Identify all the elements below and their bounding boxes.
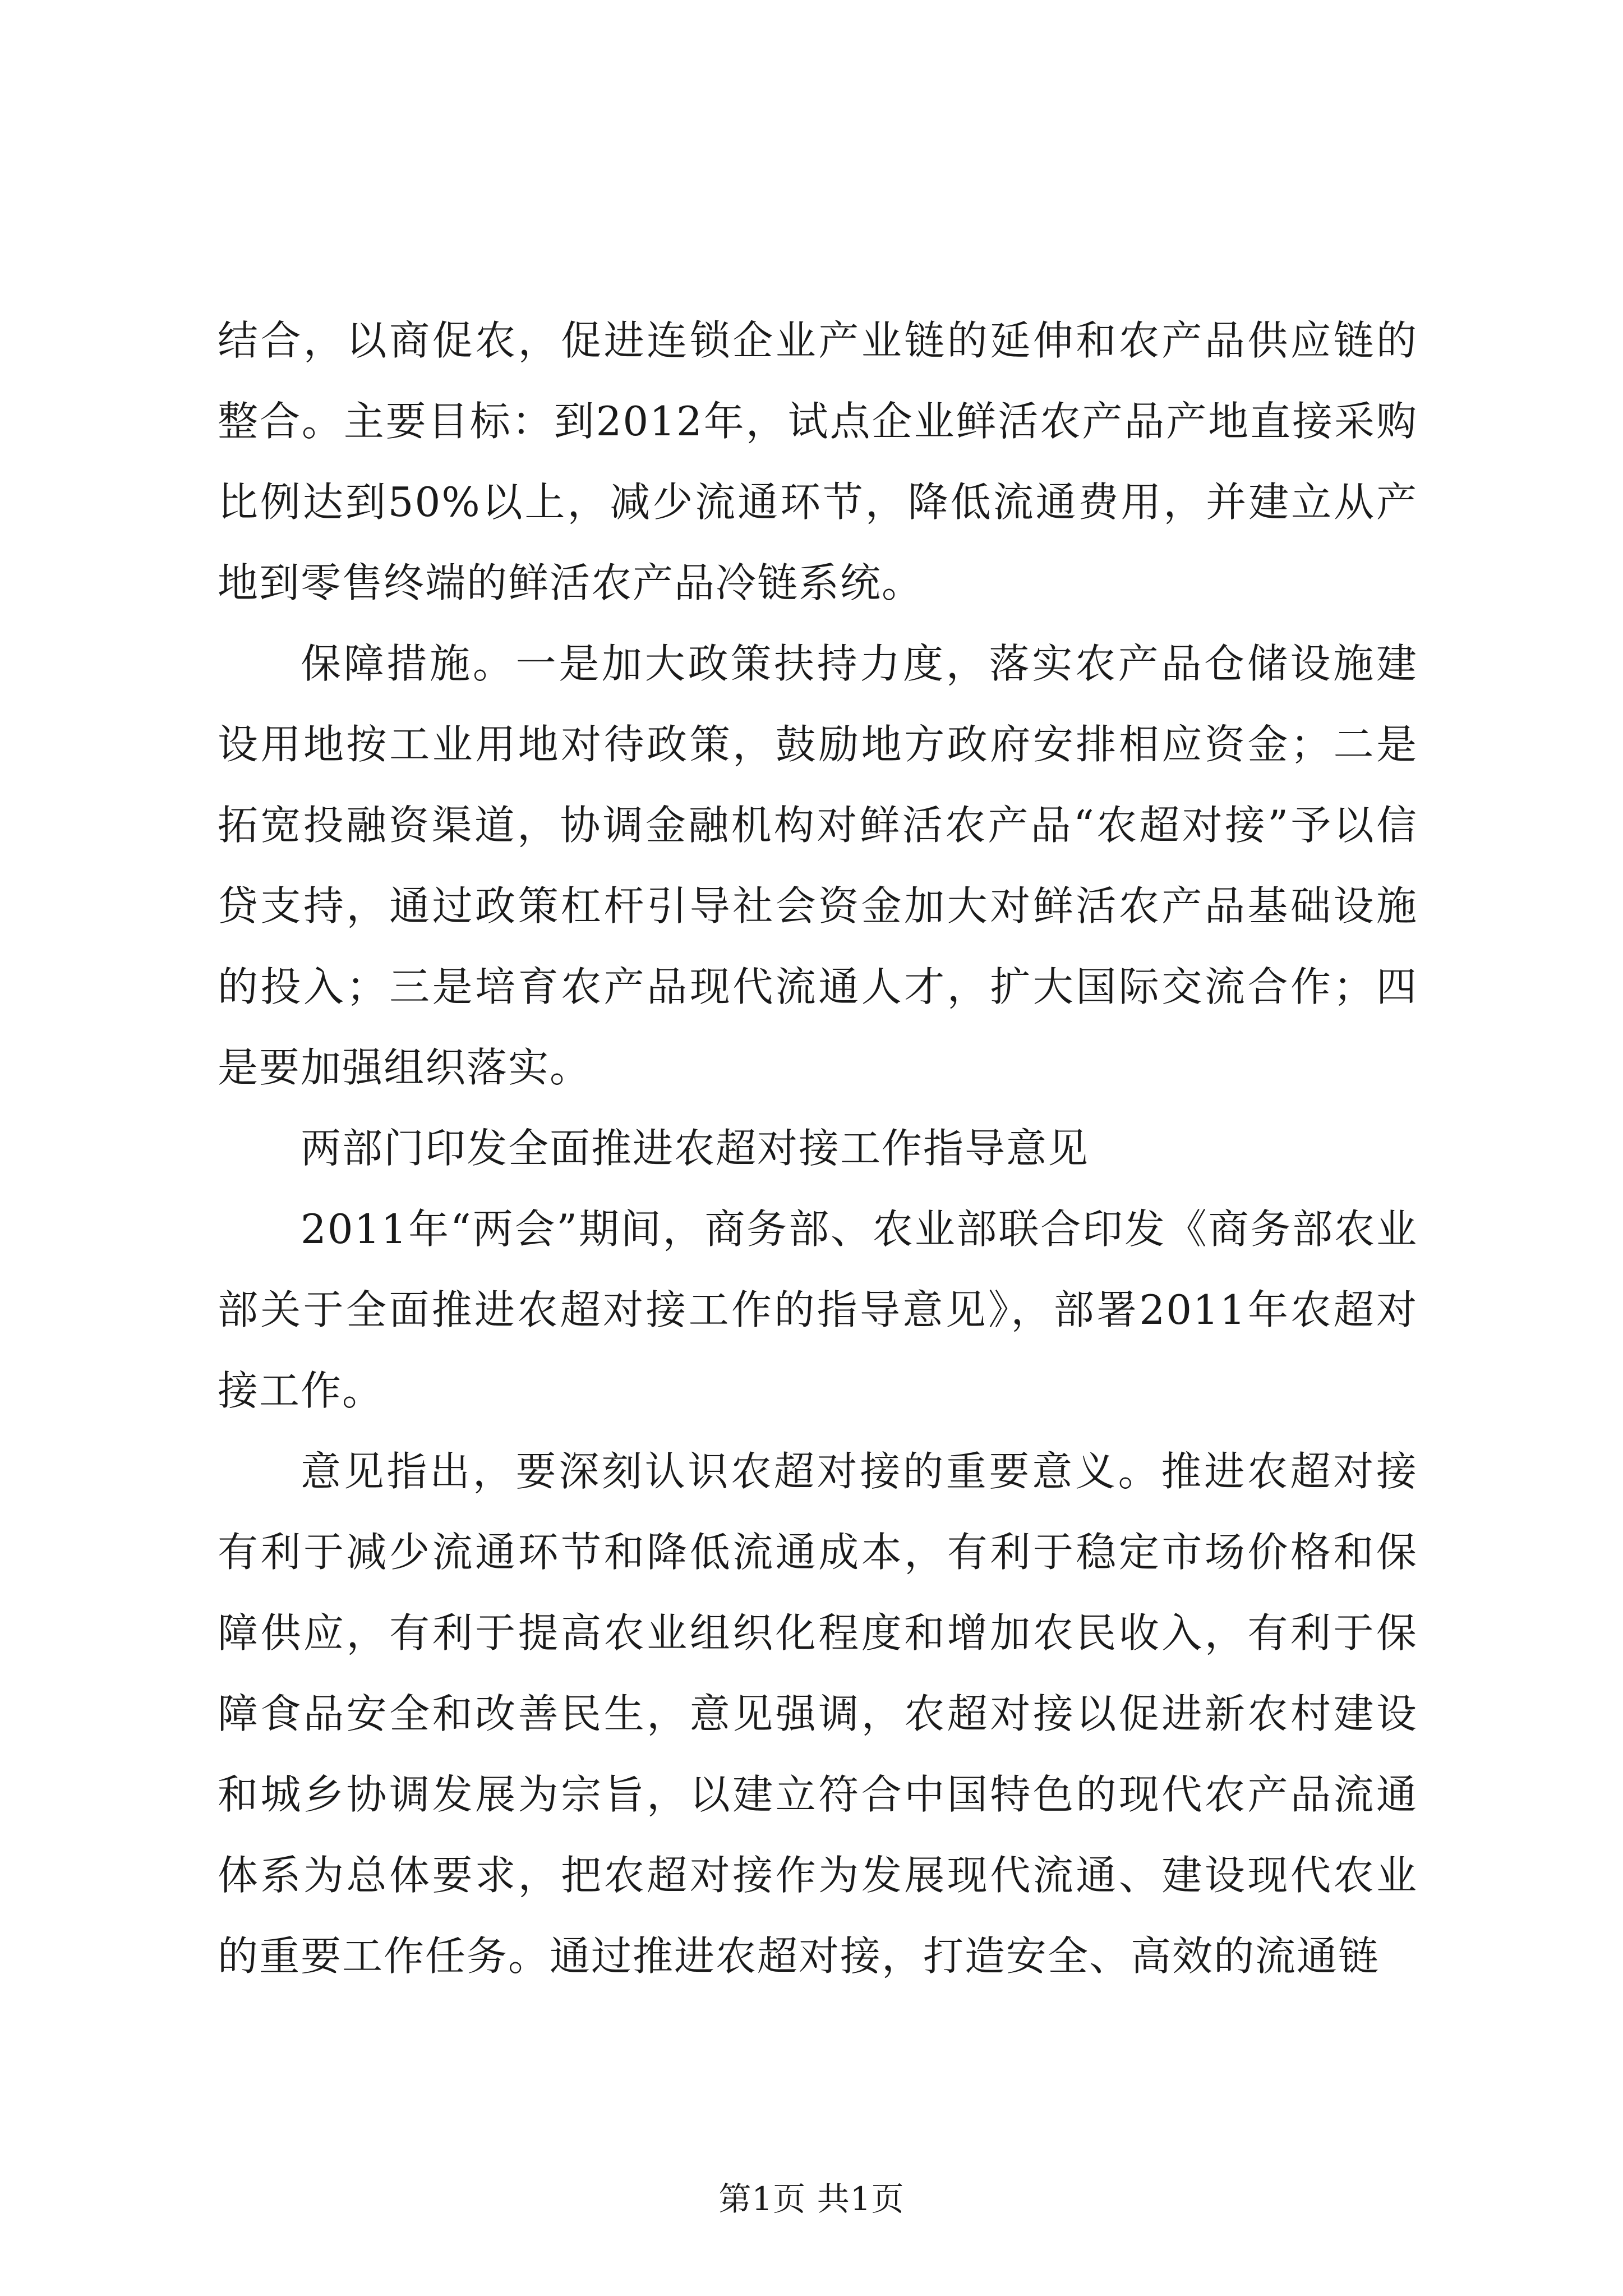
document-body — [218, 300, 1418, 1996]
paragraph-safeguard-measures: 保障措施。一是加大政策扶持力度，落实农产品仓储设施建设用地按工业用地对待政策，鼓励地方政府安排相应资金；二是拓宽投融资渠道，协调金融机构对鲜活农产品“农超对接”予以信贷支持，通过政策杠杆引导社会资金加大对鲜活农产品基础设施的投入；三是培育农产品现代流通人才，扩大国际交流合作；四是要加强组织落实。 — [218, 640, 1418, 1091]
page-number-label: 第1页 共1页 — [718, 2180, 905, 2218]
paragraph-issuance: 2011年“两会”期间，商务部、农业部联合印发《商务部农业部关于全面推进农超对接工作的指导意见》，部署2011年农超对接工作。 — [218, 1205, 1418, 1414]
section-heading: 两部门印发全面推进农超对接工作指导意见 — [301, 1125, 1090, 1172]
paragraph-continuation: 结合，以商促农，促进连锁企业产业链的延伸和农产品供应链的整合。主要目标：到2012年，试点企业鲜活农产品产地直接采购比例达到50%以上，减少流通环节，降低流通费用，并建立从产地到零售终端的鲜活农产品冷链系统。 — [218, 317, 1418, 606]
paragraph-opinion: 意见指出，要深刻认识农超对接的重要意义。推进农超对接有利于减少流通环节和降低流通成本，有利于稳定市场价格和保障供应，有利于提高农业组织化程度和增加农民收入，有利于保障食品安全和改善民生，意见强调，农超对接以促进新农村建设和城乡协调发展为宗旨，以建立符合中国特色的现代农产品流通体系为总体要求，把农超对接作为发展现代流通、建设现代农业的重要工作任务。通过推进农超对接，打造安全、高效的流通链 — [218, 1448, 1418, 1980]
page-footer — [0, 2179, 1623, 2219]
